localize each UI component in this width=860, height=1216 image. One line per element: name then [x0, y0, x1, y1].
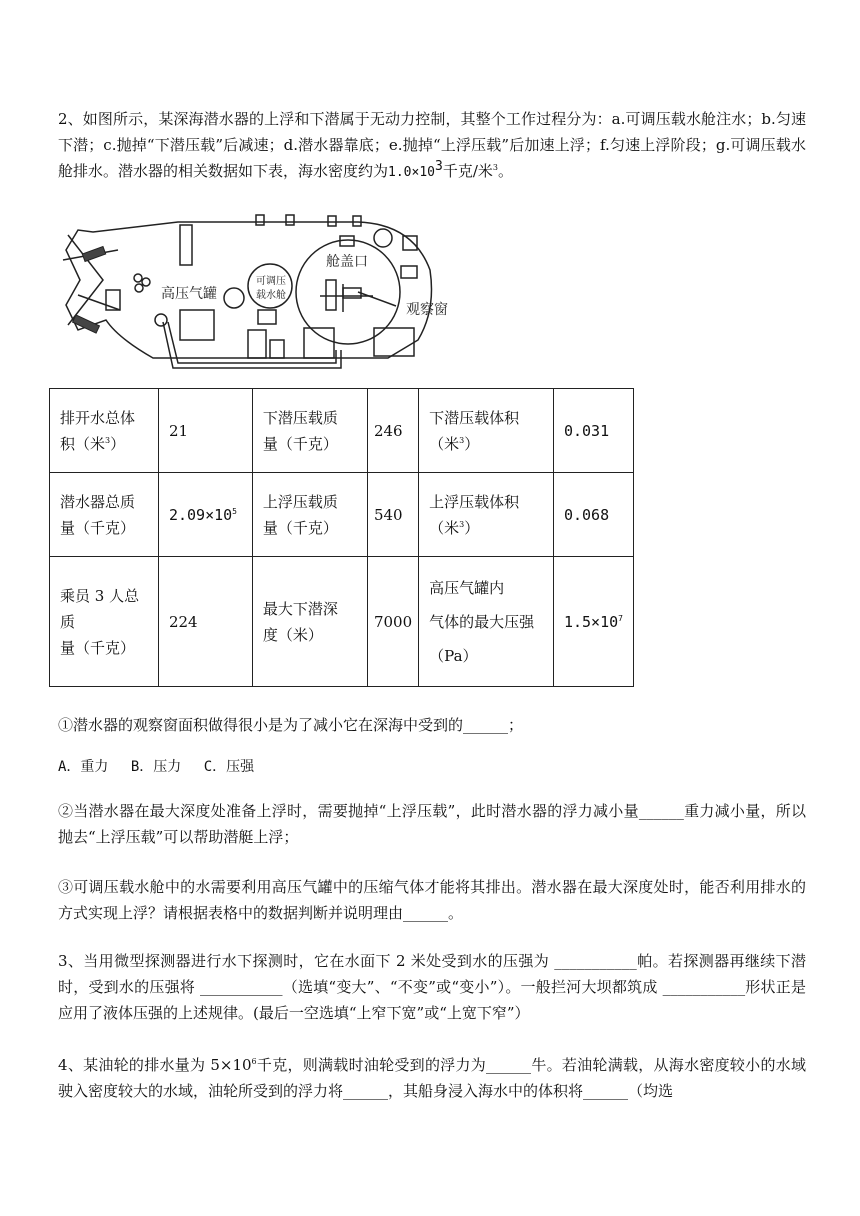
- table-cell: 下潜压载质 量（千克）: [252, 389, 367, 473]
- label-gas-tank: 高压气罐: [161, 286, 217, 302]
- table-cell: $1.5\times 10^7$: [553, 557, 633, 687]
- label-ballast-1: 可调压: [256, 276, 286, 287]
- gas-tank: [224, 288, 244, 308]
- sub-question-3: ③可调压载水舱中的水需要利用高压气罐中的压缩气体才能将其排出。潜水器在最大深度处时，能否利用排水的方式实现上浮？请根据表格中的数据判断并说明理由______。: [58, 878, 806, 922]
- density-value: 1.0×10: [388, 165, 435, 180]
- table-cell: 246: [367, 389, 418, 473]
- q4-text-a: 4、某油轮的排水量为 5×10: [58, 1056, 252, 1074]
- table-cell: 下潜压载体积 （米$^3$）: [419, 389, 554, 473]
- label-ballast-2: 载水舱: [256, 290, 286, 301]
- question-2-intro: [58, 106, 806, 186]
- table-cell: 21: [158, 389, 252, 473]
- table-cell: 上浮压载体积 （米$^3$）: [419, 473, 554, 557]
- intro-text: 2、如图所示，某深海潜水器的上浮和下潜属于无动力控制，其整个工作过程分为：a.可调压载水舱注水；b.匀速下潜；c.抛掉“下潜压载”后减速；d.潜水器靠底；e.抛掉“上浮压载”后加速上浮；f.匀速上浮阶段；g.可调压载水舱排水。潜水器的相关数据如下表，海水密度约为: [58, 110, 806, 180]
- intro-end: 。: [497, 162, 513, 180]
- table-cell: 高压气罐内 气体的最大压强 （Pa）: [419, 557, 554, 687]
- table-cell: 0.068: [553, 473, 633, 557]
- table-row: [50, 473, 634, 557]
- table-cell: 0.031: [553, 389, 633, 473]
- table-row: [50, 389, 634, 473]
- table-row: [50, 557, 634, 687]
- table-cell: $2.09\times 10^5$: [158, 473, 252, 557]
- options-line: A．重力 B．压力 C．压强: [58, 759, 255, 775]
- label-hatch: 舱盖口: [326, 254, 368, 270]
- label-window: 观察窗: [406, 302, 448, 318]
- density-exponent: 3: [434, 159, 443, 174]
- table-cell: 排开水总体 积（米$^3$）: [50, 389, 159, 473]
- table-cell: 最大下潜深 度（米）: [252, 557, 367, 687]
- q4-exponent: 6: [251, 1057, 257, 1066]
- submersible-diagram: [58, 210, 458, 380]
- density-unit-exponent: 3: [492, 163, 498, 172]
- sub-question-1: ①潜水器的观察窗面积做得很小是为了减小它在深海中受到的______；: [58, 716, 524, 734]
- density-unit: 千克/米: [442, 162, 493, 180]
- table-cell: 上浮压载质 量（千克）: [252, 473, 367, 557]
- q4-text-b: 千克，则满载时油轮受到的浮力为______牛。若油轮满载，从海水密度较小的水域驶入密度较大的水域，油轮所受到的浮力将______，其船身浸入海水中的体积将______（均选: [58, 1056, 806, 1100]
- table-cell: 7000: [367, 557, 418, 687]
- question-4: [58, 1052, 806, 1104]
- question-3: 3、当用微型探测器进行水下探测时，它在水面下 2 米处受到水的压强为 ___________帕。若探测器再继续下潜时，受到水的压强将 ___________（选填“变大”、“不变”或“变小”）。一般拦河大坝都筑成 ___________形状正是应用了液体压强的上述规律。(最后一空选填“上窄下宽”或“上宽下窄”）: [58, 952, 806, 1022]
- sub-question-2: ②当潜水器在最大深度处准备上浮时，需要抛掉“上浮压载”，此时潜水器的浮力减小量______重力减小量，所以抛去“上浮压载”可以帮助潜艇上浮；: [58, 802, 806, 846]
- table-cell: 潜水器总质 量（千克）: [50, 473, 159, 557]
- data-table: [49, 388, 634, 687]
- table-cell: 乘员 3 人总质 量（千克）: [50, 557, 159, 687]
- table-cell: 540: [367, 473, 418, 557]
- table-cell: 224: [158, 557, 252, 687]
